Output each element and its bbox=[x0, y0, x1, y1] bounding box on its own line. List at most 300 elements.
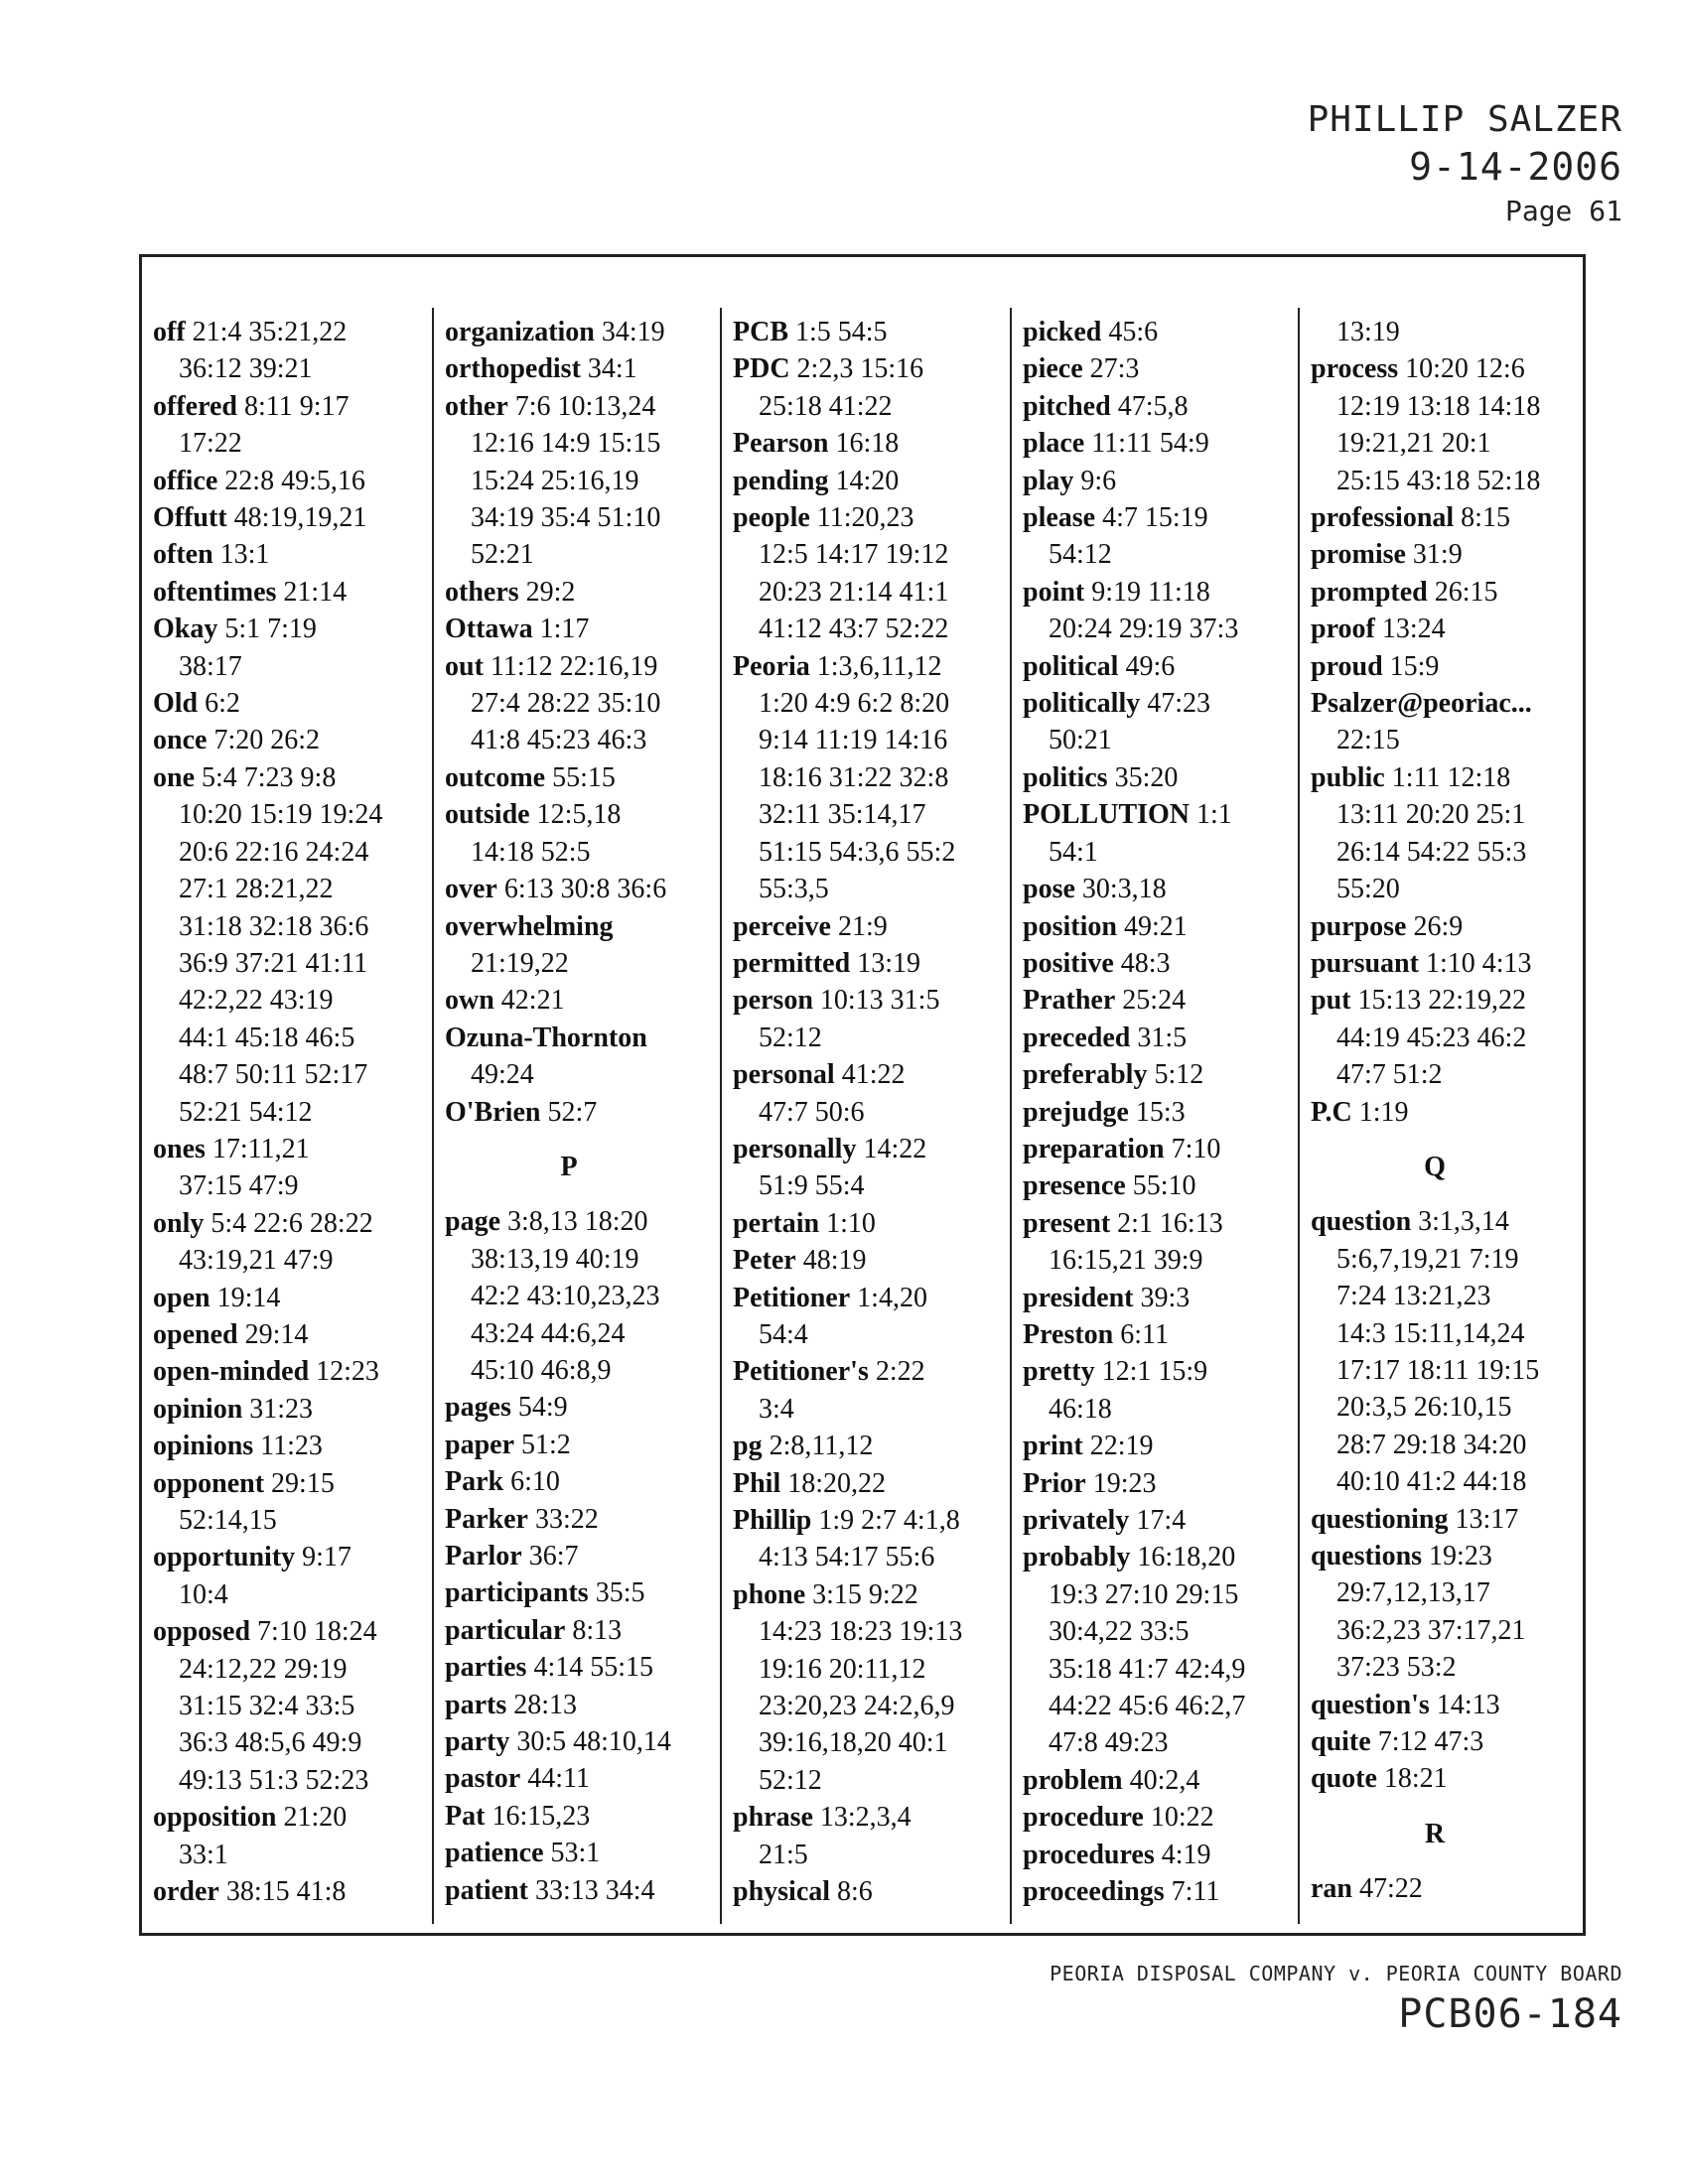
index-term: personally bbox=[733, 1133, 857, 1164]
index-entry-line bbox=[1023, 982, 1301, 1019]
index-entry bbox=[1311, 1538, 1589, 1687]
index-refs: 22:19 bbox=[1089, 1431, 1154, 1462]
index-entry bbox=[1023, 1837, 1301, 1873]
index-entry bbox=[445, 982, 723, 1019]
index-entry bbox=[445, 1687, 723, 1723]
index-refs: 9:19 11:18 bbox=[1091, 576, 1210, 608]
index-entry bbox=[1311, 1501, 1589, 1538]
index-entry bbox=[1023, 1502, 1301, 1539]
index-entry-line bbox=[1311, 982, 1589, 1019]
index-entry bbox=[445, 1574, 723, 1611]
index-term: once bbox=[153, 725, 208, 756]
index-refs-continued: 13:19 bbox=[1336, 317, 1400, 347]
index-entry bbox=[1023, 1094, 1301, 1131]
index-term: ran bbox=[1311, 1873, 1352, 1905]
index-entry-line bbox=[1023, 871, 1301, 907]
index-entry bbox=[733, 908, 1011, 945]
index-entry bbox=[733, 1576, 1011, 1799]
index-refs: 1:5 54:5 bbox=[795, 317, 888, 347]
index-refs-continued: 13:11 20:20 25:1 bbox=[1336, 799, 1526, 831]
index-entry bbox=[153, 1539, 431, 1613]
index-entry-line bbox=[733, 1873, 1011, 1910]
index-entry bbox=[733, 1353, 1011, 1428]
index-term: ones bbox=[153, 1133, 206, 1164]
index-refs-continued: 42:2,22 43:19 bbox=[179, 985, 334, 1017]
index-term: opportunity bbox=[153, 1542, 296, 1573]
index-entry bbox=[1023, 1799, 1301, 1836]
index-refs-continued: 20:3,5 26:10,15 bbox=[1336, 1392, 1512, 1424]
index-entry-line bbox=[1023, 759, 1301, 796]
index-entry-line bbox=[153, 1465, 431, 1502]
index-entry bbox=[445, 1723, 723, 1760]
index-entry bbox=[733, 1502, 1011, 1576]
index-term: parties bbox=[445, 1652, 527, 1684]
index-refs: 12:23 bbox=[316, 1356, 379, 1388]
index-refs: 29:2 bbox=[525, 576, 576, 608]
index-refs: 5:4 22:6 28:22 bbox=[210, 1207, 373, 1239]
index-entry bbox=[1311, 1687, 1589, 1723]
index-term: Okay bbox=[153, 614, 218, 645]
index-term: order bbox=[153, 1876, 219, 1908]
index-refs: 8:11 9:17 bbox=[244, 390, 350, 422]
index-term: party bbox=[445, 1726, 510, 1758]
index-refs: 5:1 7:19 bbox=[224, 614, 317, 645]
index-refs: 13:24 bbox=[1381, 614, 1446, 645]
index-entry bbox=[1023, 1873, 1301, 1910]
index-term: pitched bbox=[1023, 390, 1111, 422]
index-refs: 1:10 4:13 bbox=[1425, 947, 1532, 979]
index-refs: 48:19,19,21 bbox=[233, 502, 367, 534]
index-entry-line bbox=[445, 908, 723, 945]
index-refs: 7:6 10:13,24 bbox=[514, 390, 656, 422]
index-entry-line bbox=[445, 1760, 723, 1797]
index-refs: 16:18,20 bbox=[1137, 1542, 1236, 1573]
index-entry-line bbox=[153, 536, 431, 573]
index-term: Preston bbox=[1023, 1318, 1114, 1350]
index-entry bbox=[1023, 685, 1301, 759]
index-entry-line bbox=[1311, 1760, 1589, 1797]
index-refs-continued: 41:8 45:23 46:3 bbox=[471, 725, 647, 756]
index-refs: 47:5,8 bbox=[1117, 390, 1189, 422]
index-refs-continued: 5:6,7,19,21 7:19 bbox=[1336, 1243, 1519, 1275]
index-refs-continued: 36:12 39:21 bbox=[179, 353, 313, 385]
index-entry-line bbox=[1023, 1280, 1301, 1316]
index-refs: 2:1 16:13 bbox=[1117, 1207, 1223, 1239]
index-entry-line bbox=[153, 759, 431, 796]
index-refs: 10:13 31:5 bbox=[819, 985, 940, 1017]
index-refs: 13:19 bbox=[857, 947, 920, 979]
index-entry bbox=[733, 1280, 1011, 1354]
index-refs-continued: 22:15 bbox=[1336, 725, 1400, 756]
index-entry bbox=[445, 1798, 723, 1835]
index-term: over bbox=[445, 874, 497, 905]
index-term: opinions bbox=[153, 1431, 254, 1462]
index-entry bbox=[1311, 1203, 1589, 1500]
index-term: preferably bbox=[1023, 1059, 1148, 1091]
index-refs: 1:19 bbox=[1358, 1096, 1409, 1128]
index-entry-line bbox=[153, 1316, 431, 1353]
index-entry bbox=[1023, 1539, 1301, 1761]
index-refs-continued: 25:15 43:18 52:18 bbox=[1336, 465, 1541, 496]
index-refs-continued: 37:23 53:2 bbox=[1336, 1652, 1457, 1684]
index-entry bbox=[1023, 982, 1301, 1019]
index-entry bbox=[1023, 1465, 1301, 1502]
index-refs: 35:5 bbox=[595, 1577, 645, 1609]
index-refs: 5:12 bbox=[1154, 1059, 1204, 1091]
section-letter: R bbox=[1424, 1818, 1446, 1849]
index-term: people bbox=[733, 502, 810, 534]
index-refs: 34:19 bbox=[601, 317, 665, 347]
index-refs: 16:18 bbox=[835, 428, 900, 460]
index-refs-continued: 52:12 bbox=[759, 1022, 822, 1053]
index-term: orthopedist bbox=[445, 353, 581, 385]
index-term: personal bbox=[733, 1059, 835, 1091]
index-term: pg bbox=[733, 1431, 763, 1462]
index-refs-continued: 16:15,21 39:9 bbox=[1049, 1245, 1203, 1277]
index-refs: 44:11 bbox=[527, 1763, 590, 1795]
index-term: Prather bbox=[1023, 985, 1116, 1017]
index-term: Pearson bbox=[733, 428, 829, 460]
index-entry-line bbox=[153, 722, 431, 758]
index-entry bbox=[153, 611, 431, 685]
index-entry bbox=[445, 1427, 723, 1463]
index-entry bbox=[1023, 1280, 1301, 1316]
index-entry bbox=[1311, 611, 1589, 647]
index-column-4 bbox=[1023, 314, 1301, 1922]
index-entry bbox=[733, 499, 1011, 648]
index-entry bbox=[1023, 425, 1301, 462]
index-entry bbox=[733, 648, 1011, 908]
index-entry-line bbox=[1023, 314, 1301, 350]
index-term: pose bbox=[1023, 874, 1075, 905]
index-term: perceive bbox=[733, 910, 831, 942]
index-entry bbox=[1311, 314, 1589, 350]
index-term: outcome bbox=[445, 761, 546, 793]
index-term: Petitioner's bbox=[733, 1356, 869, 1388]
index-refs: 31:9 bbox=[1412, 539, 1463, 571]
index-term: often bbox=[153, 539, 213, 571]
index-term: offered bbox=[153, 390, 237, 422]
index-entry bbox=[153, 499, 431, 536]
index-refs: 55:15 bbox=[552, 761, 616, 793]
index-entry bbox=[445, 871, 723, 907]
index-entry bbox=[445, 1649, 723, 1686]
index-entry-line bbox=[733, 1799, 1011, 1836]
index-refs-continued: 20:24 29:19 37:3 bbox=[1049, 614, 1239, 645]
index-term: opinion bbox=[153, 1393, 243, 1425]
index-entry bbox=[1023, 314, 1301, 350]
index-entry bbox=[1023, 574, 1301, 648]
index-entry bbox=[153, 685, 431, 722]
index-entry-line bbox=[1023, 1094, 1301, 1131]
index-term: purpose bbox=[1311, 910, 1407, 942]
index-entry-line bbox=[153, 574, 431, 611]
index-entry bbox=[1311, 982, 1589, 1093]
index-term: physical bbox=[733, 1876, 831, 1908]
index-entry bbox=[153, 1799, 431, 1873]
index-entry bbox=[733, 982, 1011, 1056]
index-refs: 55:10 bbox=[1132, 1170, 1196, 1202]
index-refs-continued: 9:14 11:19 14:16 bbox=[759, 725, 948, 756]
index-entry-line bbox=[1023, 1353, 1301, 1390]
case-caption: PEORIA DISPOSAL COMPANY v. PEORIA COUNTY BOARD bbox=[1050, 1962, 1622, 1985]
index-entry bbox=[733, 1465, 1011, 1502]
index-refs: 2:22 bbox=[875, 1356, 925, 1388]
index-entry-line bbox=[1023, 1020, 1301, 1056]
index-refs-continued: 36:3 48:5,6 49:9 bbox=[179, 1727, 362, 1759]
index-entry-line bbox=[153, 685, 431, 722]
index-term: question's bbox=[1311, 1689, 1430, 1720]
index-refs: 45:6 bbox=[1108, 317, 1159, 347]
index-refs-continued: 17:17 18:11 19:15 bbox=[1336, 1354, 1540, 1386]
index-entry bbox=[445, 1612, 723, 1649]
index-entry bbox=[153, 1316, 431, 1353]
index-refs: 11:11 54:9 bbox=[1091, 428, 1209, 460]
index-term: others bbox=[445, 576, 519, 608]
index-refs-continued: 41:12 43:7 52:22 bbox=[759, 614, 949, 645]
index-entry-line bbox=[733, 350, 1011, 387]
index-entry-line bbox=[1023, 388, 1301, 425]
index-entry-line bbox=[445, 1501, 723, 1538]
index-refs: 29:14 bbox=[244, 1318, 309, 1350]
index-refs-continued: 23:20,23 24:2,6,9 bbox=[759, 1691, 955, 1722]
index-refs: 40:2,4 bbox=[1129, 1764, 1200, 1796]
index-term: Parker bbox=[445, 1503, 528, 1535]
index-term: pretty bbox=[1023, 1356, 1095, 1388]
index-refs-continued: 25:18 41:22 bbox=[759, 390, 893, 422]
index-refs-continued: 44:1 45:18 46:5 bbox=[179, 1022, 355, 1053]
index-term: particular bbox=[445, 1614, 566, 1646]
index-entry bbox=[1311, 1094, 1589, 1131]
index-refs: 25:24 bbox=[1122, 985, 1187, 1017]
index-entry bbox=[153, 722, 431, 758]
index-term: PCB bbox=[733, 317, 788, 347]
index-entry bbox=[153, 1613, 431, 1799]
index-refs: 33:13 34:4 bbox=[535, 1874, 655, 1906]
index-term: preparation bbox=[1023, 1133, 1165, 1164]
index-term: opposed bbox=[153, 1616, 251, 1648]
index-refs: 7:10 18:24 bbox=[257, 1616, 377, 1648]
index-term: put bbox=[1311, 985, 1351, 1017]
index-entry bbox=[153, 1353, 431, 1390]
index-refs: 52:7 bbox=[547, 1096, 598, 1128]
index-entry bbox=[1311, 1723, 1589, 1760]
index-term: only bbox=[153, 1207, 205, 1239]
index-refs: 21:4 35:21,22 bbox=[192, 317, 348, 347]
index-term: page bbox=[445, 1206, 500, 1238]
index-refs-continued: 46:18 bbox=[1049, 1393, 1112, 1425]
index-refs: 18:20,22 bbox=[787, 1467, 887, 1499]
index-term: off bbox=[153, 317, 186, 347]
index-term: picked bbox=[1023, 317, 1102, 347]
index-refs-continued: 12:19 13:18 14:18 bbox=[1336, 390, 1541, 422]
index-entry-line bbox=[733, 314, 1011, 350]
section-letter: Q bbox=[1424, 1151, 1446, 1182]
index-term: preceded bbox=[1023, 1022, 1131, 1053]
index-refs-continued: 47:7 50:6 bbox=[759, 1096, 865, 1128]
index-term: paper bbox=[445, 1429, 514, 1460]
index-term: Offutt bbox=[153, 502, 227, 534]
index-refs-continued: 36:2,23 37:17,21 bbox=[1336, 1614, 1526, 1646]
index-refs: 21:14 bbox=[283, 576, 348, 608]
index-entry-line bbox=[1023, 796, 1301, 833]
index-refs: 19:23 bbox=[1092, 1467, 1157, 1499]
index-term: position bbox=[1023, 910, 1117, 942]
index-entry-line bbox=[1311, 1870, 1589, 1907]
index-entry bbox=[1311, 499, 1589, 536]
index-term: oftentimes bbox=[153, 576, 277, 608]
index-entry-line bbox=[1023, 685, 1301, 722]
index-refs: 53:1 bbox=[550, 1838, 601, 1869]
index-entry-line bbox=[1311, 1687, 1589, 1723]
index-entry-line bbox=[1311, 648, 1589, 685]
index-entry bbox=[1023, 1353, 1301, 1428]
index-entry-line bbox=[153, 1353, 431, 1390]
index-refs-continued: 52:14,15 bbox=[179, 1505, 277, 1536]
index-term: quite bbox=[1311, 1726, 1371, 1758]
index-entry-line bbox=[445, 1427, 723, 1463]
index-refs: 7:10 bbox=[1171, 1133, 1221, 1164]
index-entry bbox=[153, 1873, 431, 1910]
index-term: place bbox=[1023, 428, 1085, 460]
index-entry bbox=[1023, 648, 1301, 685]
index-term: one bbox=[153, 761, 195, 793]
index-term: promise bbox=[1311, 539, 1406, 571]
index-entry-line bbox=[1311, 945, 1589, 982]
index-refs-continued: 26:14 54:22 55:3 bbox=[1336, 836, 1527, 868]
index-entry-line bbox=[153, 388, 431, 425]
index-entry-line bbox=[1311, 536, 1589, 573]
index-refs: 48:19 bbox=[802, 1245, 867, 1277]
index-entry-line bbox=[153, 1391, 431, 1428]
index-entry-line bbox=[733, 982, 1011, 1019]
index-refs-continued: 32:11 35:14,17 bbox=[759, 799, 926, 831]
index-term: Phil bbox=[733, 1467, 781, 1499]
index-entry-line bbox=[1023, 1502, 1301, 1539]
index-term: procedures bbox=[1023, 1839, 1155, 1870]
index-refs: 28:13 bbox=[513, 1689, 578, 1720]
index-entry-line bbox=[1023, 1873, 1301, 1910]
index-refs: 11:20,23 bbox=[816, 502, 914, 534]
index-term: procedure bbox=[1023, 1802, 1144, 1834]
index-refs: 48:3 bbox=[1120, 947, 1171, 979]
index-term: political bbox=[1023, 650, 1119, 682]
index-entry-line bbox=[445, 1538, 723, 1574]
index-refs: 13:2,3,4 bbox=[819, 1802, 912, 1834]
index-term: patience bbox=[445, 1838, 544, 1869]
index-term: Old bbox=[153, 688, 199, 720]
index-entry bbox=[153, 759, 431, 1131]
index-term: pending bbox=[733, 465, 829, 496]
index-refs-continued: 1:20 4:9 6:2 8:20 bbox=[759, 688, 950, 720]
index-refs-continued: 52:21 54:12 bbox=[179, 1096, 313, 1128]
index-entry bbox=[733, 463, 1011, 499]
index-term: phone bbox=[733, 1578, 806, 1610]
index-refs: 10:20 12:6 bbox=[1405, 353, 1525, 385]
index-term: Prior bbox=[1023, 1467, 1086, 1499]
index-refs: 29:15 bbox=[271, 1467, 335, 1499]
index-entry-line bbox=[445, 1094, 723, 1131]
index-refs: 34:1 bbox=[587, 353, 637, 385]
index-refs-continued: 43:24 44:6,24 bbox=[471, 1317, 626, 1349]
index-term: privately bbox=[1023, 1505, 1130, 1536]
index-entry bbox=[1023, 908, 1301, 945]
index-entry-line bbox=[1311, 350, 1589, 387]
index-entry-line bbox=[153, 1280, 431, 1316]
index-entry bbox=[1311, 1760, 1589, 1797]
index-term: PDC bbox=[733, 353, 790, 385]
index-entry bbox=[153, 1280, 431, 1316]
index-entry bbox=[1023, 499, 1301, 574]
index-term: Ottawa bbox=[445, 614, 533, 645]
index-entry bbox=[733, 1799, 1011, 1873]
index-refs: 22:8 49:5,16 bbox=[224, 465, 365, 496]
index-refs: 49:21 bbox=[1123, 910, 1188, 942]
index-refs: 1:1 bbox=[1196, 799, 1232, 831]
index-entry-line bbox=[1023, 908, 1301, 945]
column-divider bbox=[1010, 308, 1012, 1924]
index-refs: 1:3,6,11,12 bbox=[816, 650, 942, 682]
index-entry bbox=[733, 1131, 1011, 1205]
index-entry-line bbox=[733, 1502, 1011, 1539]
index-term: patient bbox=[445, 1874, 528, 1906]
index-term: POLLUTION bbox=[1023, 799, 1191, 831]
index-refs-continued: 21:5 bbox=[759, 1839, 808, 1870]
index-entry-line bbox=[445, 796, 723, 833]
index-entry bbox=[153, 314, 431, 388]
index-entry-line bbox=[445, 314, 723, 350]
index-refs-continued: 31:18 32:18 36:6 bbox=[179, 910, 369, 942]
index-entry bbox=[445, 350, 723, 387]
index-term: Phillip bbox=[733, 1505, 812, 1536]
index-refs: 6:10 bbox=[510, 1466, 560, 1498]
index-refs-continued: 35:18 41:7 42:4,9 bbox=[1049, 1653, 1246, 1685]
index-refs-continued: 27:4 28:22 35:10 bbox=[471, 688, 661, 720]
index-entry-line bbox=[1023, 463, 1301, 499]
index-term: O'Brien bbox=[445, 1096, 541, 1128]
index-term: proud bbox=[1311, 650, 1383, 682]
index-entry bbox=[445, 1872, 723, 1909]
index-refs: 15:3 bbox=[1135, 1096, 1186, 1128]
index-refs-continued: 10:20 15:19 19:24 bbox=[179, 799, 383, 831]
index-refs-continued: 19:21,21 20:1 bbox=[1336, 428, 1491, 460]
index-entry bbox=[153, 1391, 431, 1428]
index-entry-line bbox=[445, 1203, 723, 1240]
index-refs: 15:9 bbox=[1389, 650, 1440, 682]
index-refs-continued: 20:23 21:14 41:1 bbox=[759, 576, 949, 608]
index-entry-line bbox=[733, 499, 1011, 536]
index-refs: 8:13 bbox=[572, 1614, 623, 1646]
index-entry-line bbox=[1311, 574, 1589, 611]
index-refs: 1:9 2:7 4:1,8 bbox=[818, 1505, 960, 1536]
index-entry bbox=[445, 1538, 723, 1574]
index-term: Psalzer@peoriac... bbox=[1311, 688, 1532, 720]
index-refs: 11:12 22:16,19 bbox=[490, 650, 658, 682]
index-refs-continued: 52:21 bbox=[471, 539, 534, 571]
index-term: Parlor bbox=[445, 1541, 522, 1571]
index-entry bbox=[1023, 350, 1301, 387]
index-refs: 10:22 bbox=[1150, 1802, 1214, 1834]
column-divider bbox=[1298, 308, 1300, 1924]
index-entry bbox=[733, 1205, 1011, 1242]
index-term: overwhelming bbox=[445, 910, 614, 942]
index-entry-line bbox=[1023, 1056, 1301, 1093]
index-entry bbox=[733, 1428, 1011, 1464]
index-term: questioning bbox=[1311, 1503, 1449, 1535]
index-entry-line bbox=[153, 1205, 431, 1242]
index-refs: 8:6 bbox=[837, 1876, 873, 1908]
index-refs-continued: 55:20 bbox=[1336, 874, 1400, 905]
